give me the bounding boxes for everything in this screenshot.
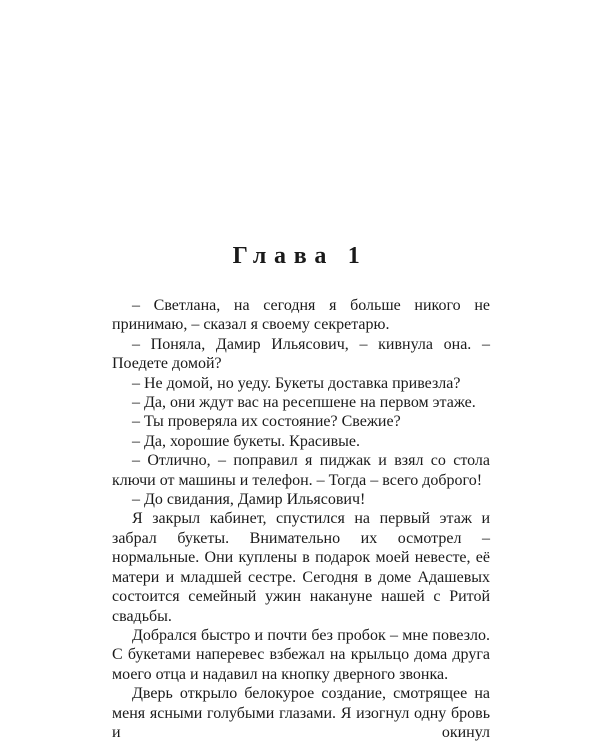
paragraph: – Ты проверяла их состояние? Свежие? [132,413,401,431]
chapter-title: Глава 1 [232,243,368,269]
paragraph: Добрался быстро и почти без пробок – мне повезло. С букетами наперевес взбежал на крыльцо дома друга моего отца и надавил на кнопку дверного звонка. [112,626,490,683]
paragraph: – Да, хорошие букеты. Красивые. [132,432,360,450]
paragraph: – Да, они ждут вас на ресепшене на первом этаже. [132,394,476,412]
paragraph: – До свидания, Дамир Ильясович! [132,491,366,509]
paragraph: – Отлично, – поправил я пиджак и взял со стола ключи от машины и телефон. – Тогда – всего доброго! [112,452,490,489]
paragraph: – Светлана, на сегодня я больше никого не принимаю, – сказал я своему секретарю. [112,297,490,334]
chapter-body [112,296,490,742]
paragraph: – Поняла, Дамир Ильясович, – кивнула она. – Поедете домой? [112,335,490,373]
paragraph: Я закрыл кабинет, спустился на первый этаж и забрал букеты. Внимательно их осмотрел – нормальные. Они куплены в подарок моей невесте, её матери и младшей сестре. Сегодня в доме Адашевых состоится семейный ужин накануне нашей с Ритой свадьбы. [112,510,490,625]
paragraph: – Не домой, но уеду. Букеты доставка привезла? [132,374,461,392]
paragraph: Дверь открыло белокурое создание, смотрящее на меня ясными голубыми глазами. Я изогнул одну бровь и окинул [112,685,490,741]
